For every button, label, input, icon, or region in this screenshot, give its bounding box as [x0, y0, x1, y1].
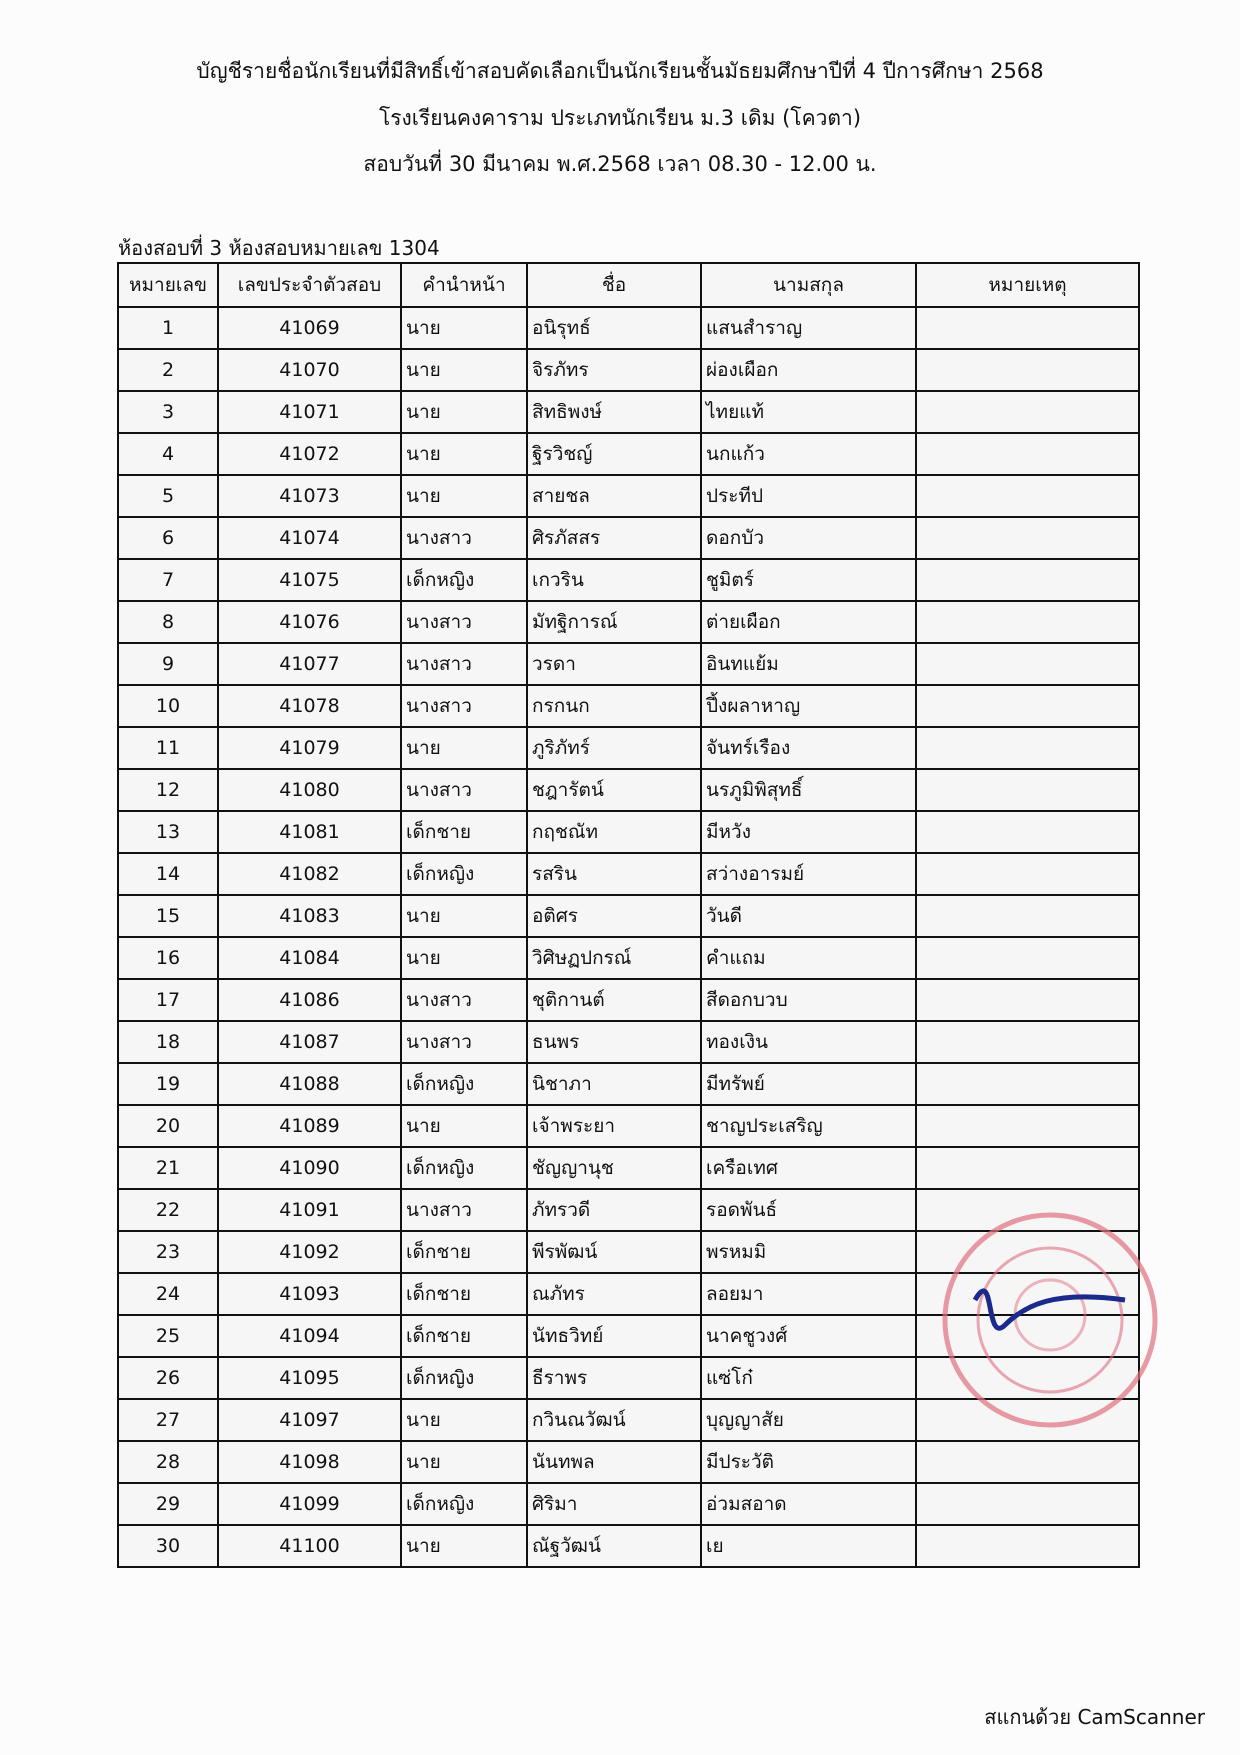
- exam-id-cell: 41091: [218, 1189, 401, 1231]
- first-name-cell: สิทธิพงษ์: [527, 391, 701, 433]
- prefix-cell: นาย: [401, 895, 527, 937]
- prefix-cell: นางสาว: [401, 517, 527, 559]
- first-name-cell: กวินณวัฒน์: [527, 1399, 701, 1441]
- row-number-cell: 30: [118, 1525, 218, 1567]
- title-line-2: โรงเรียนคงคาราม ประเภทนักเรียน ม.3 เดิม (โควตา): [378, 106, 862, 130]
- row-number-cell: 15: [118, 895, 218, 937]
- table-row: [118, 559, 1139, 601]
- last-name-cell: นาคชูวงศ์: [701, 1315, 916, 1357]
- last-name-cell: แซ่โก๋: [701, 1357, 916, 1399]
- first-name-cell: ภูริภัทร์: [527, 727, 701, 769]
- remark-cell: [916, 685, 1139, 727]
- remark-cell: [916, 475, 1139, 517]
- table-row: [118, 895, 1139, 937]
- exam-id-cell: 41088: [218, 1063, 401, 1105]
- signature: [975, 1291, 1125, 1328]
- last-name-cell: ชูมิตร์: [701, 559, 916, 601]
- prefix-cell: เด็กหญิง: [401, 1147, 527, 1189]
- last-name-cell: ปึ้งผลาหาญ: [701, 685, 916, 727]
- row-number-cell: 11: [118, 727, 218, 769]
- exam-id-cell: 41079: [218, 727, 401, 769]
- row-number-cell: 28: [118, 1441, 218, 1483]
- col-header-number: หมายเลข: [118, 263, 218, 307]
- table-row: [118, 1525, 1139, 1567]
- remark-cell: [916, 1525, 1139, 1567]
- first-name-cell: นัทธวิทย์: [527, 1315, 701, 1357]
- table-row: [118, 517, 1139, 559]
- row-number-cell: 8: [118, 601, 218, 643]
- exam-id-cell: 41097: [218, 1399, 401, 1441]
- col-header-remark: หมายเหตุ: [916, 263, 1139, 307]
- last-name-cell: นรภูมิพิสุทธิ์: [701, 769, 916, 811]
- last-name-cell: สว่างอารมย์: [701, 853, 916, 895]
- row-number-cell: 24: [118, 1273, 218, 1315]
- row-number-cell: 22: [118, 1189, 218, 1231]
- prefix-cell: นางสาว: [401, 643, 527, 685]
- table-row: [118, 601, 1139, 643]
- last-name-cell: ต่ายเผือก: [701, 601, 916, 643]
- row-number-cell: 13: [118, 811, 218, 853]
- col-header-last-name: นามสกุล: [701, 263, 916, 307]
- prefix-cell: นางสาว: [401, 1021, 527, 1063]
- first-name-cell: ชัญญานุช: [527, 1147, 701, 1189]
- last-name-cell: รอดพันธ์: [701, 1189, 916, 1231]
- first-name-cell: เจ้าพระยา: [527, 1105, 701, 1147]
- remark-cell: [916, 727, 1139, 769]
- exam-id-cell: 41075: [218, 559, 401, 601]
- row-number-cell: 16: [118, 937, 218, 979]
- row-number-cell: 25: [118, 1315, 218, 1357]
- table-row: [118, 475, 1139, 517]
- last-name-cell: สีดอกบวบ: [701, 979, 916, 1021]
- first-name-cell: รสริน: [527, 853, 701, 895]
- prefix-cell: นาย: [401, 1399, 527, 1441]
- exam-id-cell: 41082: [218, 853, 401, 895]
- exam-id-cell: 41080: [218, 769, 401, 811]
- exam-id-cell: 41081: [218, 811, 401, 853]
- last-name-cell: แสนสำราญ: [701, 307, 916, 349]
- exam-id-cell: 41087: [218, 1021, 401, 1063]
- prefix-cell: นาย: [401, 727, 527, 769]
- last-name-cell: จันทร์เรือง: [701, 727, 916, 769]
- exam-id-cell: 41069: [218, 307, 401, 349]
- school-seal-stamp: [935, 1205, 1165, 1435]
- prefix-cell: เด็กหญิง: [401, 1483, 527, 1525]
- prefix-cell: เด็กหญิง: [401, 1357, 527, 1399]
- exam-id-cell: 41083: [218, 895, 401, 937]
- remark-cell: [916, 643, 1139, 685]
- prefix-cell: เด็กชาย: [401, 811, 527, 853]
- row-number-cell: 4: [118, 433, 218, 475]
- first-name-cell: กรกนก: [527, 685, 701, 727]
- prefix-cell: นาย: [401, 1105, 527, 1147]
- table-row: [118, 811, 1139, 853]
- last-name-cell: ประทีป: [701, 475, 916, 517]
- table-row: [118, 1483, 1139, 1525]
- prefix-cell: นางสาว: [401, 769, 527, 811]
- row-number-cell: 14: [118, 853, 218, 895]
- table-row: [118, 307, 1139, 349]
- exam-id-cell: 41099: [218, 1483, 401, 1525]
- table-row: [118, 769, 1139, 811]
- prefix-cell: เด็กหญิง: [401, 853, 527, 895]
- row-number-cell: 20: [118, 1105, 218, 1147]
- row-number-cell: 21: [118, 1147, 218, 1189]
- first-name-cell: ชุติกานต์: [527, 979, 701, 1021]
- exam-id-cell: 41098: [218, 1441, 401, 1483]
- first-name-cell: อติศร: [527, 895, 701, 937]
- row-number-cell: 2: [118, 349, 218, 391]
- remark-cell: [916, 1105, 1139, 1147]
- last-name-cell: มีทรัพย์: [701, 1063, 916, 1105]
- remark-cell: [916, 1147, 1139, 1189]
- last-name-cell: บุญญาสัย: [701, 1399, 916, 1441]
- row-number-cell: 3: [118, 391, 218, 433]
- title-line-1: บัญชีรายชื่อนักเรียนที่มีสิทธิ์เข้าสอบคัดเลือกเป็นนักเรียนชั้นมัธยมศึกษาปีที่ 4 ปีการศึกษา 2568: [196, 59, 1044, 83]
- last-name-cell: ผ่องเผือก: [701, 349, 916, 391]
- prefix-cell: นาย: [401, 937, 527, 979]
- last-name-cell: มีหวัง: [701, 811, 916, 853]
- last-name-cell: มีประวัติ: [701, 1441, 916, 1483]
- last-name-cell: ดอกบัว: [701, 517, 916, 559]
- prefix-cell: เด็กชาย: [401, 1315, 527, 1357]
- table-row: [118, 1021, 1139, 1063]
- row-number-cell: 17: [118, 979, 218, 1021]
- table-row: [118, 853, 1139, 895]
- first-name-cell: ศิรภัสสร: [527, 517, 701, 559]
- remark-cell: [916, 559, 1139, 601]
- remark-cell: [916, 895, 1139, 937]
- exam-id-cell: 41092: [218, 1231, 401, 1273]
- exam-id-cell: 41074: [218, 517, 401, 559]
- row-number-cell: 6: [118, 517, 218, 559]
- table-row: [118, 727, 1139, 769]
- exam-id-cell: 41094: [218, 1315, 401, 1357]
- title-line-3: สอบวันที่ 30 มีนาคม พ.ศ.2568 เวลา 08.30 - 12.00 น.: [363, 152, 877, 176]
- exam-room-label: ห้องสอบที่ 3 ห้องสอบหมายเลข 1304: [118, 236, 440, 260]
- exam-id-cell: 41095: [218, 1357, 401, 1399]
- table-row: [118, 685, 1139, 727]
- col-header-prefix: คำนำหน้า: [401, 263, 527, 307]
- last-name-cell: อ่วมสอาด: [701, 1483, 916, 1525]
- row-number-cell: 19: [118, 1063, 218, 1105]
- prefix-cell: เด็กหญิง: [401, 1063, 527, 1105]
- remark-cell: [916, 1021, 1139, 1063]
- table-row: [118, 349, 1139, 391]
- last-name-cell: เย: [701, 1525, 916, 1567]
- first-name-cell: กฤชณัท: [527, 811, 701, 853]
- last-name-cell: ไทยแท้: [701, 391, 916, 433]
- prefix-cell: นางสาว: [401, 979, 527, 1021]
- remark-cell: [916, 307, 1139, 349]
- row-number-cell: 29: [118, 1483, 218, 1525]
- prefix-cell: นาย: [401, 475, 527, 517]
- first-name-cell: ภัทรวดี: [527, 1189, 701, 1231]
- table-row: [118, 937, 1139, 979]
- prefix-cell: เด็กชาย: [401, 1231, 527, 1273]
- first-name-cell: นิชาภา: [527, 1063, 701, 1105]
- table-row: [118, 1441, 1139, 1483]
- remark-cell: [916, 391, 1139, 433]
- row-number-cell: 7: [118, 559, 218, 601]
- first-name-cell: พีรพัฒน์: [527, 1231, 701, 1273]
- last-name-cell: อินทแย้ม: [701, 643, 916, 685]
- exam-id-cell: 41093: [218, 1273, 401, 1315]
- prefix-cell: เด็กชาย: [401, 1273, 527, 1315]
- remark-cell: [916, 349, 1139, 391]
- row-number-cell: 10: [118, 685, 218, 727]
- exam-id-cell: 41072: [218, 433, 401, 475]
- first-name-cell: ธีราพร: [527, 1357, 701, 1399]
- remark-cell: [916, 517, 1139, 559]
- prefix-cell: เด็กหญิง: [401, 559, 527, 601]
- table-row: [118, 1063, 1139, 1105]
- first-name-cell: อนิรุทธ์: [527, 307, 701, 349]
- prefix-cell: นาย: [401, 307, 527, 349]
- exam-id-cell: 41084: [218, 937, 401, 979]
- prefix-cell: นาย: [401, 433, 527, 475]
- last-name-cell: ทองเงิน: [701, 1021, 916, 1063]
- first-name-cell: ธนพร: [527, 1021, 701, 1063]
- table-row: [118, 1105, 1139, 1147]
- first-name-cell: วิศิษฏปกรณ์: [527, 937, 701, 979]
- first-name-cell: มัทฐิการณ์: [527, 601, 701, 643]
- row-number-cell: 9: [118, 643, 218, 685]
- first-name-cell: วรดา: [527, 643, 701, 685]
- row-number-cell: 1: [118, 307, 218, 349]
- table-row: [118, 433, 1139, 475]
- col-header-first-name: ชื่อ: [527, 263, 701, 307]
- remark-cell: [916, 1063, 1139, 1105]
- prefix-cell: นางสาว: [401, 601, 527, 643]
- remark-cell: [916, 433, 1139, 475]
- last-name-cell: นกแก้ว: [701, 433, 916, 475]
- row-number-cell: 23: [118, 1231, 218, 1273]
- last-name-cell: พรหมมิ: [701, 1231, 916, 1273]
- exam-id-cell: 41086: [218, 979, 401, 1021]
- row-number-cell: 5: [118, 475, 218, 517]
- row-number-cell: 27: [118, 1399, 218, 1441]
- exam-id-cell: 41071: [218, 391, 401, 433]
- exam-id-cell: 41100: [218, 1525, 401, 1567]
- scanner-watermark: สแกนด้วย CamScanner: [984, 1705, 1205, 1729]
- exam-id-cell: 41089: [218, 1105, 401, 1147]
- table-row: [118, 391, 1139, 433]
- remark-cell: [916, 811, 1139, 853]
- exam-id-cell: 41076: [218, 601, 401, 643]
- last-name-cell: คำแถม: [701, 937, 916, 979]
- prefix-cell: นาย: [401, 391, 527, 433]
- remark-cell: [916, 979, 1139, 1021]
- remark-cell: [916, 601, 1139, 643]
- prefix-cell: นางสาว: [401, 1189, 527, 1231]
- remark-cell: [916, 937, 1139, 979]
- exam-id-cell: 41078: [218, 685, 401, 727]
- row-number-cell: 18: [118, 1021, 218, 1063]
- last-name-cell: เครือเทศ: [701, 1147, 916, 1189]
- last-name-cell: ลอยมา: [701, 1273, 916, 1315]
- first-name-cell: เกวริน: [527, 559, 701, 601]
- first-name-cell: ฐิรวิชญ์: [527, 433, 701, 475]
- table-row: [118, 643, 1139, 685]
- remark-cell: [916, 769, 1139, 811]
- first-name-cell: สายชล: [527, 475, 701, 517]
- row-number-cell: 26: [118, 1357, 218, 1399]
- table-row: [118, 1147, 1139, 1189]
- last-name-cell: วันดี: [701, 895, 916, 937]
- first-name-cell: ศิริมา: [527, 1483, 701, 1525]
- prefix-cell: นาย: [401, 1525, 527, 1567]
- table-row: [118, 979, 1139, 1021]
- first-name-cell: นันทพล: [527, 1441, 701, 1483]
- exam-id-cell: 41073: [218, 475, 401, 517]
- first-name-cell: ชฎารัตน์: [527, 769, 701, 811]
- table-header-row: [118, 263, 1139, 307]
- exam-id-cell: 41090: [218, 1147, 401, 1189]
- remark-cell: [916, 1441, 1139, 1483]
- first-name-cell: ณัฐวัฒน์: [527, 1525, 701, 1567]
- prefix-cell: นางสาว: [401, 685, 527, 727]
- prefix-cell: นาย: [401, 349, 527, 391]
- prefix-cell: นาย: [401, 1441, 527, 1483]
- exam-id-cell: 41077: [218, 643, 401, 685]
- first-name-cell: ณภัทร: [527, 1273, 701, 1315]
- remark-cell: [916, 853, 1139, 895]
- exam-id-cell: 41070: [218, 349, 401, 391]
- col-header-exam-id: เลขประจำตัวสอบ: [218, 263, 401, 307]
- row-number-cell: 12: [118, 769, 218, 811]
- first-name-cell: จิรภัทร: [527, 349, 701, 391]
- last-name-cell: ชาญประเสริญ: [701, 1105, 916, 1147]
- remark-cell: [916, 1483, 1139, 1525]
